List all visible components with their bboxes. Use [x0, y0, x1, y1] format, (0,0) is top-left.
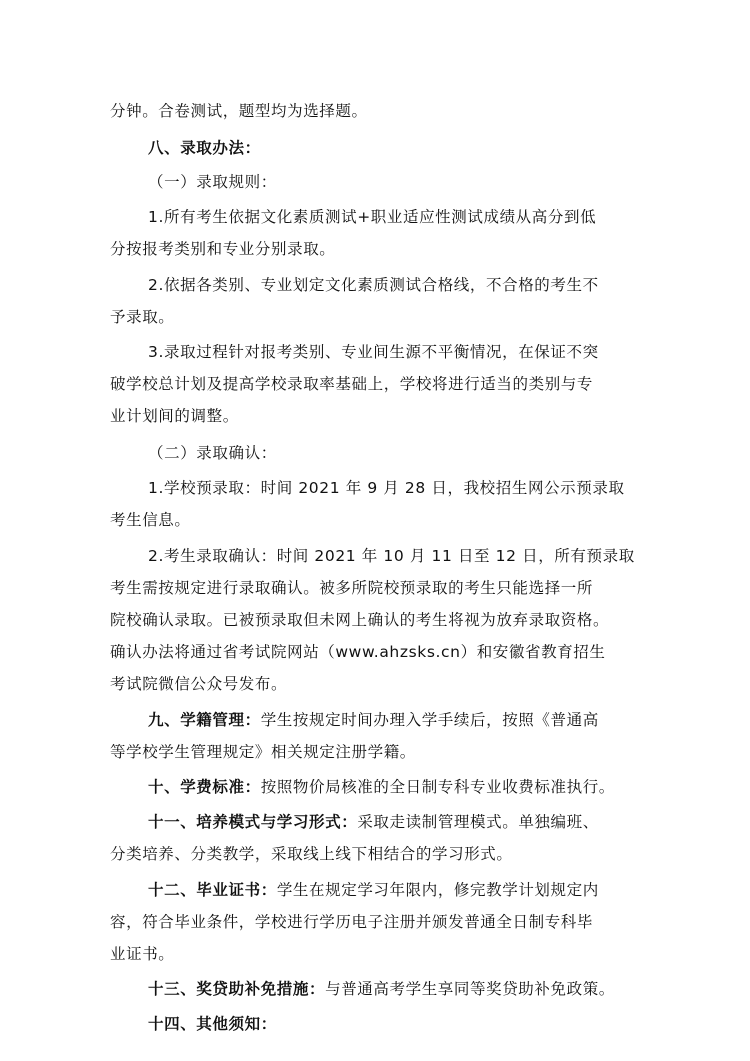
text-line: 业计划间的调整。	[110, 407, 239, 425]
text-line: 容，符合毕业条件，学校进行学历电子注册并颁发普通全日制专科毕	[110, 913, 594, 931]
paragraph-line	[148, 777, 615, 797]
section-text: 采取走读制管理模式。单独编班、	[357, 813, 599, 831]
text-line: 考生需按规定进行录取确认。被多所院校预录取的考生只能选择一所	[110, 579, 594, 597]
text-line: 2.考生录取确认：时间 2021 年 10 月 11 日至 12 日，所有预录取	[148, 547, 635, 565]
text-line: 3.录取过程针对报考类别、专业间生源不平衡情况，在保证不突	[148, 343, 599, 361]
section-heading-8: 八、录取办法：	[148, 139, 261, 157]
text-line: 分按报考类别和专业分别录取。	[110, 240, 336, 258]
text-line: 予录取。	[110, 308, 175, 326]
text-line: 考生信息。	[110, 511, 191, 529]
text-line: 1.所有考生依据文化素质测试+职业适应性测试成绩从高分到低	[148, 208, 597, 226]
text-line: 分钟。合卷测试，题型均为选择题。	[110, 102, 368, 120]
text-line: 分类培养、分类教学，采取线上线下相结合的学习形式。	[110, 845, 513, 863]
section-heading-12: 十二、毕业证书：	[148, 881, 277, 899]
text-line: 2.依据各类别、专业划定文化素质测试合格线，不合格的考生不	[148, 276, 599, 294]
paragraph-line	[148, 710, 599, 730]
section-text: 与普通高考学生享同等奖贷助补免政策。	[325, 980, 615, 998]
text-line: 破学校总计划及提高学校录取率基础上，学校将进行适当的类别与专	[110, 375, 594, 393]
text-line: 考试院微信公众号发布。	[110, 675, 288, 693]
section-text: 按照物价局核准的全日制专科专业收费标准执行。	[260, 778, 615, 796]
text-line: 等学校学生管理规定》相关规定注册学籍。	[110, 743, 416, 761]
section-heading-14: 十四、其他须知：	[148, 1015, 277, 1033]
section-heading-13: 十三、奖贷助补免措施：	[148, 980, 326, 998]
paragraph-line	[148, 979, 615, 999]
paragraph-line	[148, 812, 599, 832]
paragraph-line	[148, 880, 599, 900]
text-line: 业证书。	[110, 945, 175, 963]
section-heading-9: 九、学籍管理：	[148, 711, 261, 729]
text-line: 确认办法将通过省考试院网站（www.ahzsks.cn）和安徽省教育招生	[110, 643, 606, 661]
section-text: 学生在规定学习年限内，修完教学计划规定内	[276, 881, 599, 899]
text-line: 1.学校预录取：时间 2021 年 9 月 28 日，我校招生网公示预录取	[148, 479, 625, 497]
section-heading-10: 十、学费标准：	[148, 778, 261, 796]
section-heading-11: 十一、培养模式与学习形式：	[148, 813, 358, 831]
text-line: 院校确认录取。已被预录取但未网上确认的考生将视为放弃录取资格。	[110, 611, 610, 629]
section-text: 学生按规定时间办理入学手续后，按照《普通高	[260, 711, 599, 729]
subsection-heading-1: （一）录取规则：	[148, 173, 277, 191]
subsection-heading-2: （二）录取确认：	[148, 444, 277, 462]
